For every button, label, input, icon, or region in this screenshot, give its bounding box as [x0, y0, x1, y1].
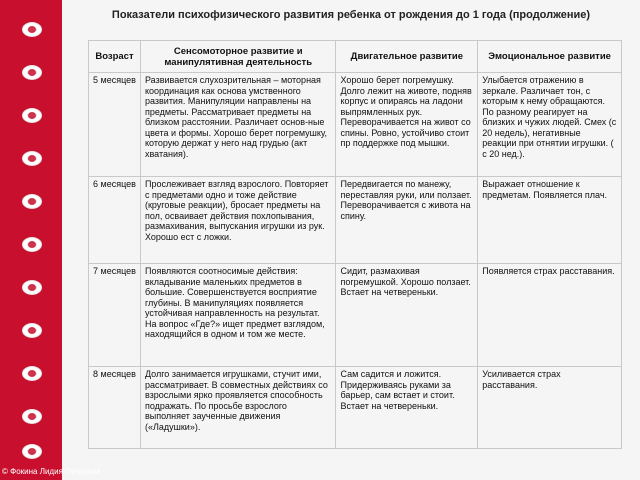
header-sensory: Сенсомоторное развитие и манипулятивная деятельность — [140, 41, 336, 73]
binding-ring-icon — [22, 444, 42, 459]
page-title: Показатели психофизического развития ребенка от рождения до 1 года (продолжение) — [111, 9, 591, 21]
cell-age: 8 месяцев — [89, 367, 141, 449]
cell-motor: Сидит, размахивая погремушкой. Хорошо ползает. Встает на четвереньки. — [336, 264, 478, 367]
cell-sensory: Долго занимается игрушками, стучит ими, рассматривает. В совместных действиях со взрослыми ярко проявляется способность подражать. По просьбе взрослого выполняет заученные движения («Ладушки»). — [140, 367, 336, 449]
binding-ring-icon — [22, 409, 42, 424]
binding-ring-icon — [22, 194, 42, 209]
cell-sensory: Развивается слухозрительная – моторная координация как основа умственного развития. Манипуляции направлены на предметы. Рассматривает предметы на близком расстоянии. Различает основ-ные цвета и формы. Хорошо берет погремушку, которую держат у него над грудью (акт хватания). — [140, 73, 336, 177]
binding-ring-icon — [22, 65, 42, 80]
binding-ring-icon — [22, 22, 42, 37]
binding-ring-icon — [22, 108, 42, 123]
table-row — [89, 73, 622, 177]
cell-age: 5 месяцев — [89, 73, 141, 177]
cell-age: 6 месяцев — [89, 177, 141, 264]
binding-ring-icon — [22, 323, 42, 338]
notebook-binding — [0, 0, 62, 480]
cell-sensory: Появляются соотносимые действия: вкладывание маленьких предметов в большие. Совершенствуется восприятие глубины. В манипуляциях появляется устойчивая направленность на результат. На вопрос «Где?» ищет предмет взглядом, находящийся в одном и том же месте. — [140, 264, 336, 367]
copyright-footer: © Фокина Лидия Петровна — [2, 467, 101, 476]
cell-motor: Передвигается по манежу, переставляя руки, или ползает. Переворачивается с живота на спину. — [336, 177, 478, 264]
table-row — [89, 177, 622, 264]
table-header-row — [89, 41, 622, 73]
header-age: Возраст — [89, 41, 141, 73]
cell-sensory: Прослеживает взгляд взрослого. Повторяет с предметами одно и тоже действие (круговые реакции), бросает предметы на пол, осваивает действия похлопывания, размахивания, выпускания игрушки из рук. Хорошо ест с ложки. — [140, 177, 336, 264]
binding-ring-icon — [22, 366, 42, 381]
cell-emotional: Усиливается страх расставания. — [478, 367, 622, 449]
cell-age: 7 месяцев — [89, 264, 141, 367]
binding-ring-icon — [22, 151, 42, 166]
header-emotional: Эмоциональное развитие — [478, 41, 622, 73]
binding-ring-icon — [22, 280, 42, 295]
binding-ring-icon — [22, 237, 42, 252]
cell-emotional: Улыбается отражению в зеркале. Различает тон, с которым к нему обращаются. По разному реагирует на близких и чужих людей. Смех (с 20 недель), негативные реакции при отнятии игрушки. ( с 20 нед.). — [478, 73, 622, 177]
cell-motor: Хорошо берет погремушку. Долго лежит на животе, подняв корпус и опираясь на ладони выпрямленных рук. Переворачивается на живот со спины. Ровно, устойчиво стоит пр поддержке под мышки. — [336, 73, 478, 177]
cell-emotional: Появляется страх расставания. — [478, 264, 622, 367]
table-row — [89, 264, 622, 367]
cell-motor: Сам садится и ложится. Придерживаясь руками за барьер, сам встает и стоит. Встает на четвереньки. — [336, 367, 478, 449]
table-row — [89, 367, 622, 449]
development-table — [88, 40, 622, 449]
header-motor: Двигательное развитие — [336, 41, 478, 73]
cell-emotional: Выражает отношение к предметам. Появляется плач. — [478, 177, 622, 264]
